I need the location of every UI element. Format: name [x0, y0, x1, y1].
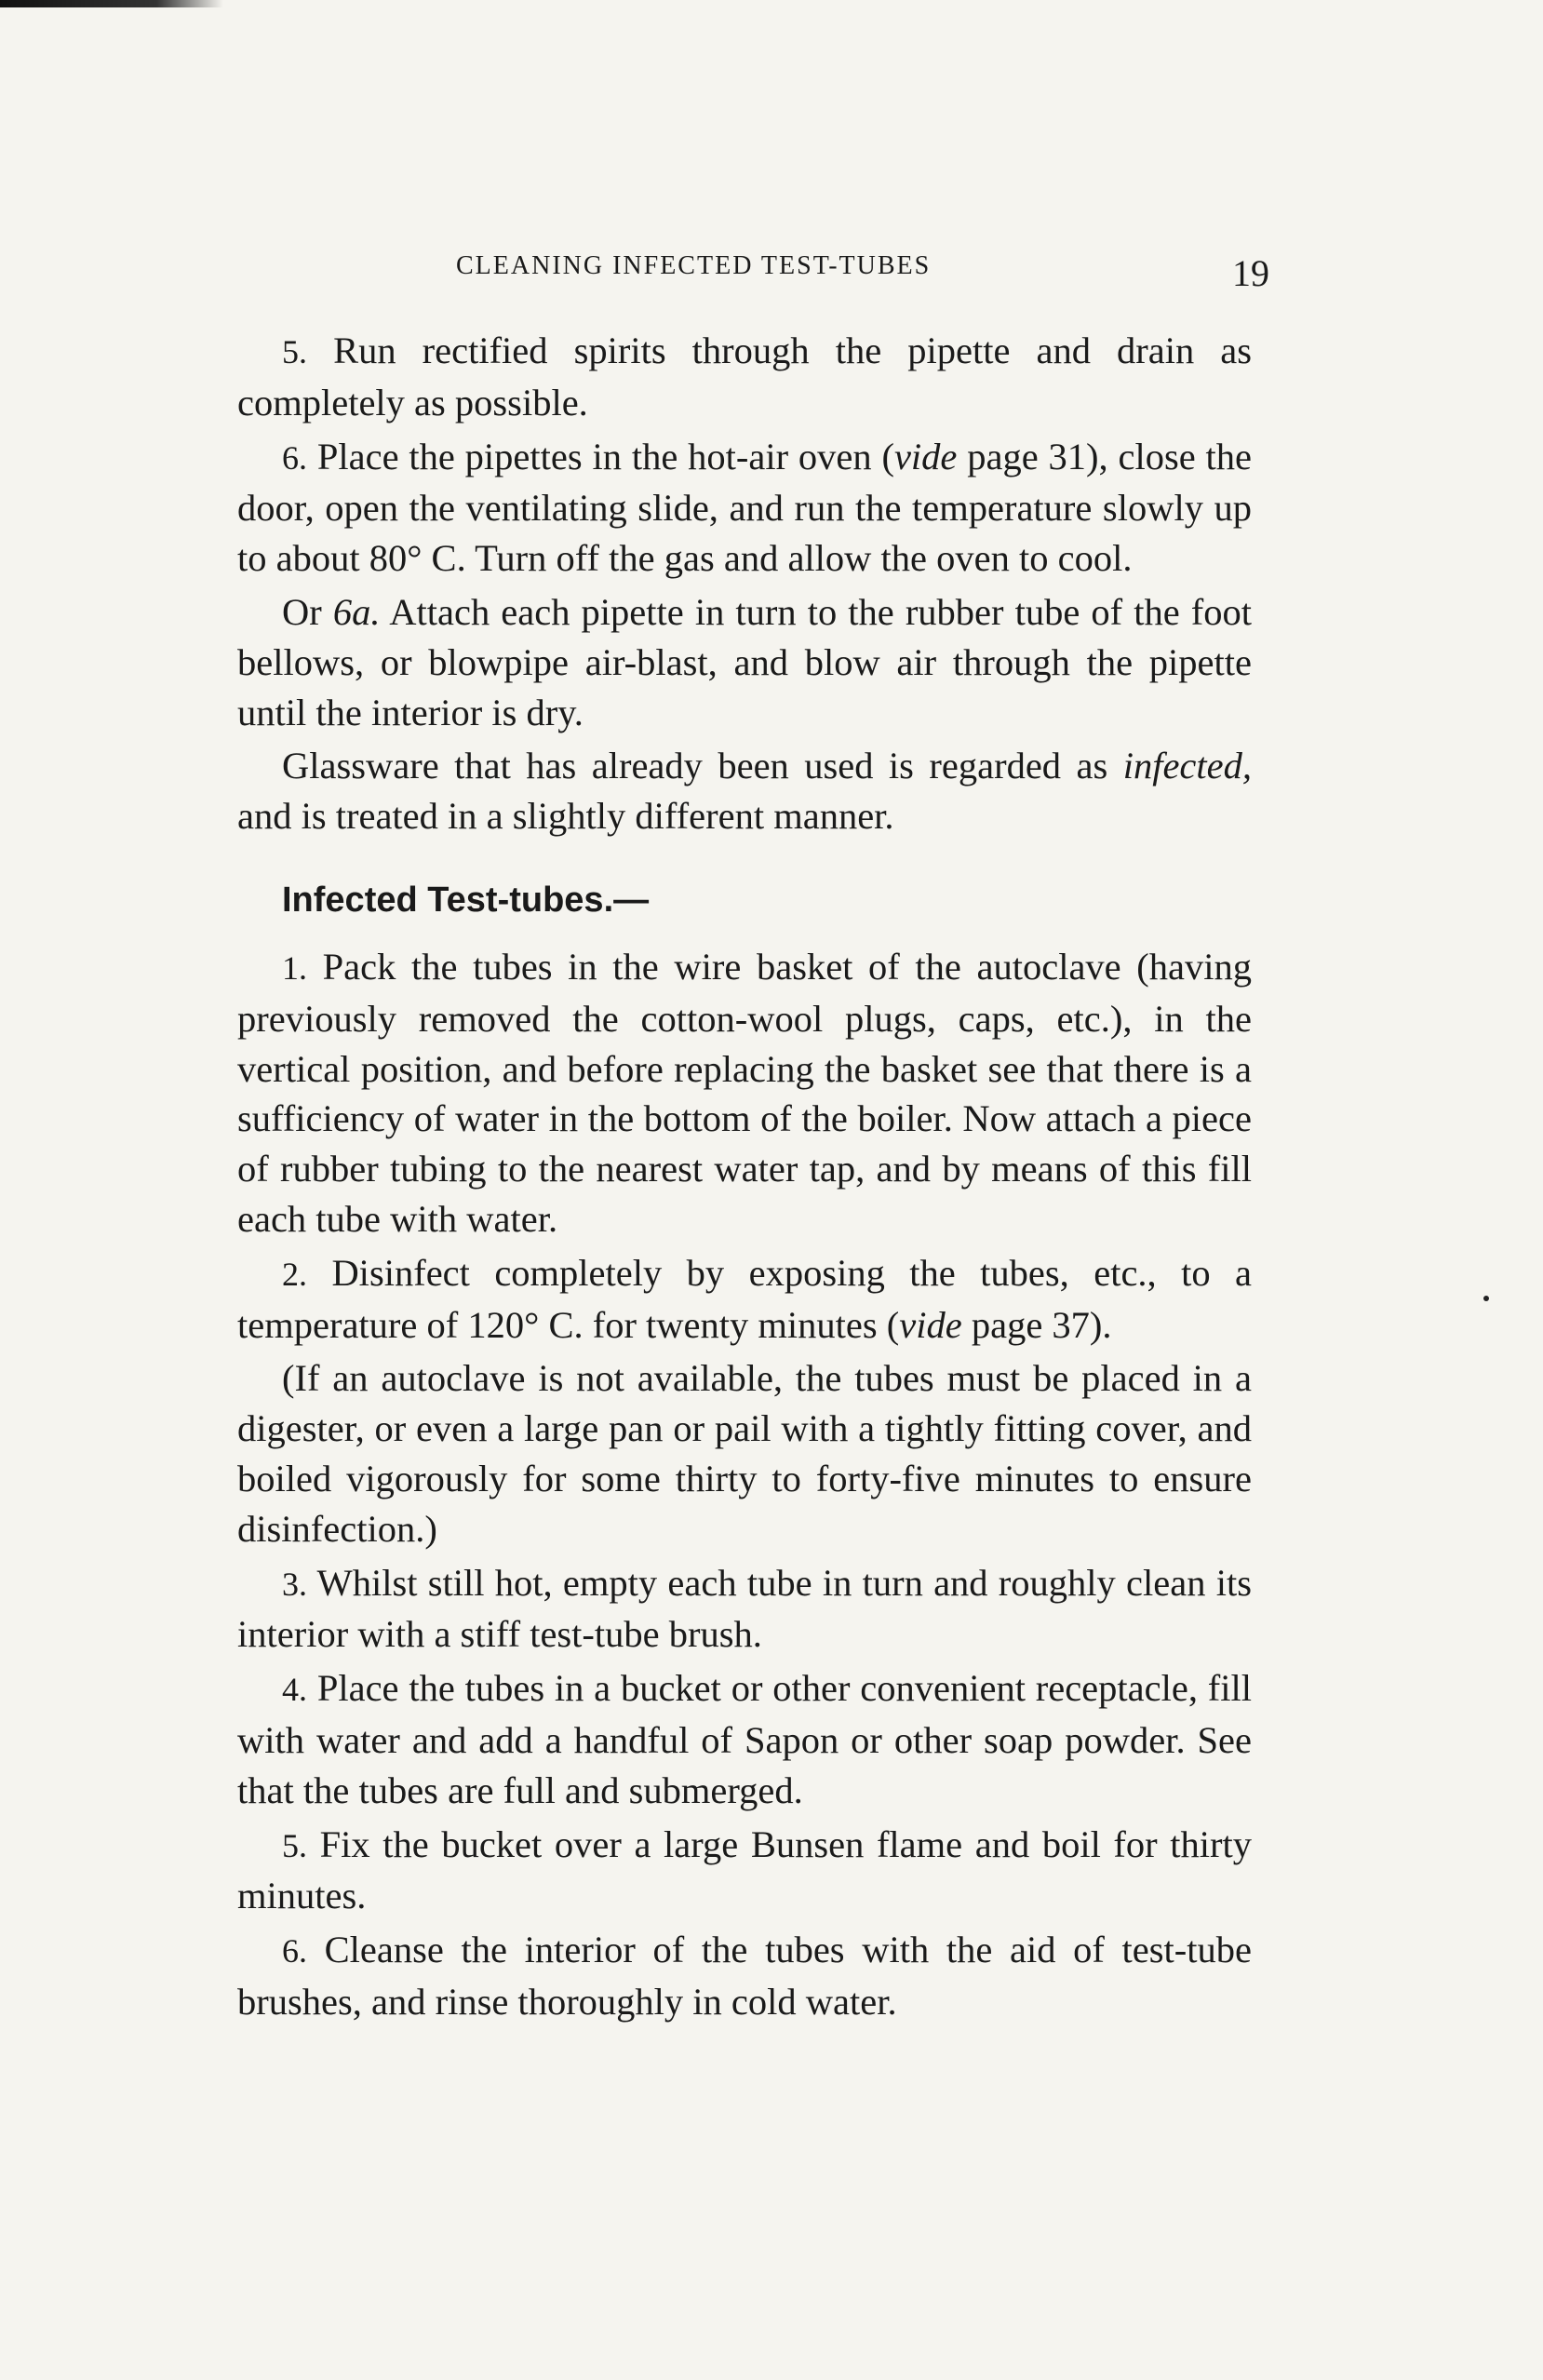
paragraph-text: page 31), close the door, open the ventilating slide, and run the temperature slowly up to about 80° C. Turn off the gas and allow the oven to cool.	[237, 435, 1252, 580]
step-number: 6.	[282, 438, 307, 477]
ink-speck	[1483, 1296, 1489, 1301]
paragraph-lead: Or	[282, 590, 333, 633]
page-body	[237, 326, 1252, 2027]
running-head	[456, 251, 1480, 298]
scan-edge-mark	[0, 0, 223, 7]
step-number: 2.	[282, 1255, 307, 1293]
paragraph-step-6b	[237, 1925, 1252, 2027]
page-number: 19	[1232, 252, 1269, 294]
paragraph-step-5	[237, 326, 1252, 428]
paragraph-text: Whilst still hot, empty each tube in turn and roughly clean its interior with a stiff test-tube brush.	[237, 1561, 1252, 1656]
paragraph-text: page 37).	[961, 1303, 1112, 1346]
paragraph-text: Cleanse the interior of the tubes with the aid of test-tube brushes, and rinse thoroughly in cold water.	[237, 1929, 1253, 2023]
paragraph-text: and is treated in a slightly different manner.	[237, 795, 894, 838]
paragraph-step-6a	[237, 587, 1252, 737]
paragraph-step-4	[237, 1663, 1252, 1815]
paragraph-step-3	[237, 1558, 1252, 1661]
paragraph-text: Pack the tubes in the wire basket of the autoclave (having previously removed the cotton-wool plugs, caps, etc.), in the vertical position, and before replacing the basket see that there is a sufficiency of water in the bottom of the boiler. Now attach a piece of rubber tubing to the nearest water tap, and by means of this fill each tube with water.	[237, 945, 1252, 1240]
running-title: CLEANING INFECTED TEST-TUBES	[456, 251, 932, 280]
paragraph-step-1	[237, 942, 1252, 1244]
paragraph-text: Run rectified spirits through the pipette and drain as completely as possible.	[237, 329, 1253, 424]
paragraph-text: Place the pipettes in the hot-air oven (	[316, 435, 894, 477]
paragraph-parenthetical	[237, 1353, 1252, 1553]
emphasis-infected: infected,	[1122, 745, 1252, 787]
step-number: 3.	[282, 1565, 307, 1603]
paragraph-text: Attach each pipette in turn to the rubber tube of the foot bellows, or blowpipe air-blast, and blow air through the pipette until the interior is dry.	[237, 590, 1252, 733]
step-number: 4.	[282, 1671, 307, 1709]
paragraph-text: Place the tubes in a bucket or other convenient receptacle, fill with water and add a handful of Sapon or other soap powder. See that the tubes are full and submerged.	[237, 1667, 1253, 1811]
paragraph-text: Glassware that has already been used is regarded as	[282, 745, 1123, 787]
paragraph-text: Disinfect completely by exposing the tubes, etc., to a temperature of 120° C. for twenty minutes (	[237, 1251, 1253, 1346]
paragraph-text: Fix the bucket over a large Bunsen flame and boil for thirty minutes.	[237, 1822, 1253, 1917]
step-number: 5.	[282, 333, 307, 370]
paragraph-step-2	[237, 1248, 1252, 1351]
step-number: 6.	[282, 1932, 307, 1970]
step-number: 5.	[282, 1826, 307, 1864]
vide-reference: vide	[893, 435, 958, 477]
paragraph-text: (If an autoclave is not available, the tubes must be placed in a digester, or even a large pan or pail with a tightly fitting cover, and boiled vigorously for some thirty to forty-five minutes to ensure disinfection.)	[237, 1357, 1252, 1550]
section-heading: Infected Test-tubes.—	[282, 880, 650, 920]
paragraph-step-5b	[237, 1820, 1252, 1922]
paragraph-step-6	[237, 432, 1252, 584]
vide-reference: vide	[899, 1303, 962, 1346]
step-number: 1.	[282, 948, 307, 987]
paragraph-glassware	[237, 741, 1252, 841]
step-label: 6a.	[332, 590, 381, 633]
